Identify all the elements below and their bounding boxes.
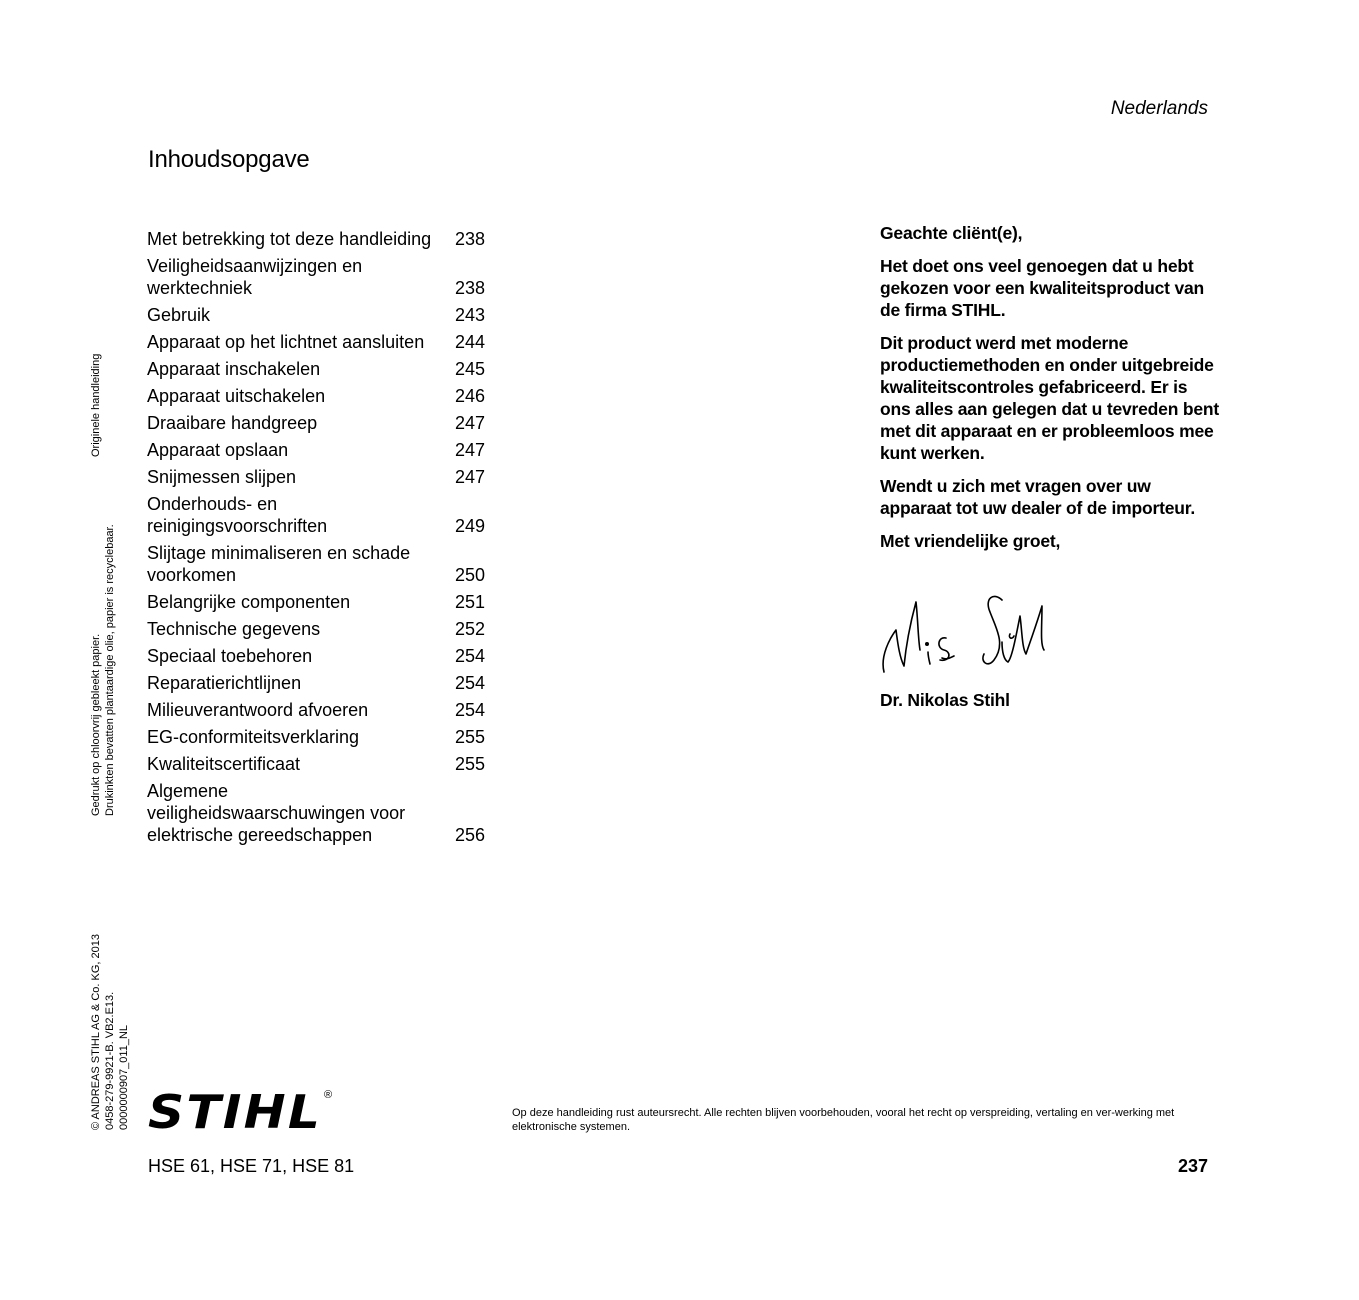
paper-note-line: Gedrukt op chloorvrij gebleekt papier. [90, 633, 102, 816]
toc-entry [147, 385, 487, 407]
toc-entry-page: 254 [455, 673, 486, 693]
page-title: Inhoudsopgave [148, 146, 310, 173]
toc-entry-page: 250 [455, 565, 486, 585]
toc-entry-page: 255 [455, 727, 486, 747]
table-of-contents [147, 228, 487, 851]
svg-text:STIHL: STIHL [148, 1085, 322, 1134]
paper-note [89, 524, 117, 816]
toc-entry [147, 542, 487, 586]
toc-entry [147, 591, 487, 613]
toc-entry-page: 247 [455, 440, 486, 460]
toc-entry-label: Veiligheidsaanwijzingen en werktechniek [147, 256, 363, 298]
toc-entry-label: Apparaat op het lichtnet aansluiten [147, 332, 425, 352]
svg-text:®: ® [324, 1089, 333, 1101]
toc-entry-page: 245 [455, 359, 486, 379]
toc-entry [147, 493, 487, 537]
original-manual-note [89, 354, 103, 457]
letter-salutation: Geachte cliënt(e), [880, 223, 1023, 243]
toc-entry-page: 255 [455, 754, 486, 774]
toc-entry-page: 238 [455, 229, 486, 249]
toc-entry-page: 249 [455, 516, 486, 536]
signer-name: Dr. Nikolas Stihl [880, 690, 1010, 710]
copyright-note-line: 0000000907_011_NL [118, 1024, 130, 1130]
copyright-note-line: © ANDREAS STIHL AG & Co. KG, 2013 [90, 934, 102, 1130]
toc-entry-label: Onderhouds- en reinigingsvoorschriften [147, 494, 328, 536]
toc-entry-label: Belangrijke componenten [147, 592, 351, 612]
toc-entry [147, 466, 487, 488]
toc-entry-page: 246 [455, 386, 486, 406]
letter-paragraph: Dit product werd met moderne productiemethoden en onder uitgebreide kwaliteitscontroles gefabriceerd. Er is ons alles aan gelegen dat u tevreden bent met dit apparaat en er probleemloos mee kunt werken. [880, 333, 1219, 463]
copyright-vertical-note [89, 934, 131, 1130]
toc-entry-page: 256 [455, 825, 486, 845]
toc-entry-label: Milieuverantwoord afvoeren [147, 700, 369, 720]
customer-letter [880, 222, 1220, 563]
toc-entry [147, 645, 487, 667]
toc-entry [147, 699, 487, 721]
copyright-notice: Op deze handleiding rust auteursrecht. Alle rechten blijven voorbehouden, vooral het recht op verspreiding, vertaling en ver-werking met elektronische systemen. [512, 1107, 1175, 1133]
toc-entry-label: Apparaat opslaan [147, 440, 289, 460]
toc-entry-page: 243 [455, 305, 486, 325]
toc-entry-label: Kwaliteitscertificaat [147, 754, 301, 774]
toc-entry [147, 331, 487, 353]
toc-entry-page: 247 [455, 413, 486, 433]
model-list: HSE 61, HSE 71, HSE 81 [148, 1156, 355, 1176]
toc-entry [147, 412, 487, 434]
toc-entry-label: Reparatierichtlijnen [147, 673, 302, 693]
toc-entry [147, 753, 487, 775]
toc-entry-page: 251 [455, 592, 486, 612]
toc-entry-label: Slijtage minimaliseren en schade voorkomen [147, 543, 411, 585]
handwritten-signature [876, 586, 1056, 686]
toc-entry-label: Draaibare handgreep [147, 413, 318, 433]
toc-entry-label: Algemene veiligheidswaarschuwingen voor elektrische gereedschappen [147, 781, 406, 845]
toc-entry [147, 439, 487, 461]
toc-entry-page: 252 [455, 619, 486, 639]
copyright-note-line: 0458-279-9921-B. VB2.E13. [104, 991, 116, 1130]
original-manual-text: Originele handleiding [90, 353, 102, 457]
toc-entry-page: 254 [455, 700, 486, 720]
toc-entry-label: Apparaat inschakelen [147, 359, 321, 379]
toc-entry-label: Speciaal toebehoren [147, 646, 313, 666]
toc-entry-page: 247 [455, 467, 486, 487]
toc-entry-page: 238 [455, 278, 486, 298]
toc-entry [147, 358, 487, 380]
toc-entry-page: 254 [455, 646, 486, 666]
toc-entry [147, 304, 487, 326]
toc-entry [147, 228, 487, 250]
letter-paragraph: Het doet ons veel genoegen dat u hebt gekozen voor een kwaliteitsproduct van de firma STIHL. [880, 256, 1205, 320]
toc-entry [147, 726, 487, 748]
toc-entry-label: Technische gegevens [147, 619, 321, 639]
toc-entry-label: Met betrekking tot deze handleiding [147, 229, 432, 249]
toc-entry [147, 255, 487, 299]
letter-paragraph: Wendt u zich met vragen over uw apparaat tot uw dealer of de importeur. [880, 476, 1196, 518]
toc-entry [147, 780, 487, 846]
language-label: Nederlands [1110, 98, 1208, 119]
toc-entry-label: EG-conformiteitsverklaring [147, 727, 360, 747]
toc-entry [147, 618, 487, 640]
letter-closing: Met vriendelijke groet, [880, 531, 1061, 551]
toc-entry-label: Snijmessen slijpen [147, 467, 297, 487]
toc-entry-label: Gebruik [147, 305, 211, 325]
toc-entry [147, 672, 487, 694]
paper-note-line: Drukinkten bevatten plantaardige olie, papier is recyclebaar. [104, 524, 116, 816]
toc-entry-page: 244 [455, 332, 486, 352]
toc-entry-label: Apparaat uitschakelen [147, 386, 326, 406]
page-number: 237 [1177, 1156, 1208, 1176]
stihl-logo [146, 1084, 341, 1134]
